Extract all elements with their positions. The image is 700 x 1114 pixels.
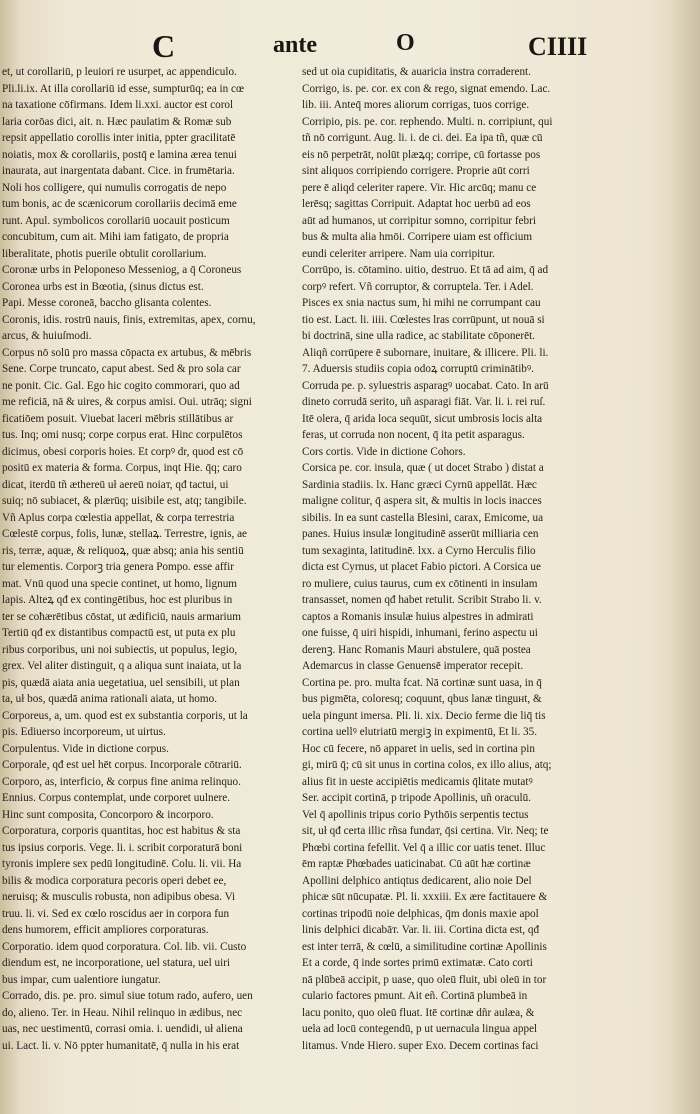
text-line: nā plūbeā accipit, p uase, quo oleū fluit, ubi oleū in tor xyxy=(302,973,547,986)
text-line: culario factores pmunt. Ait eñ. Cortinā plumbeā in xyxy=(302,990,528,1002)
text-line: uela ad locū contegendū, p ut uernacula lingua appel xyxy=(302,1023,538,1035)
text-line: runt. Apul. symbolicos corollariū uocauit posticum xyxy=(2,214,230,227)
header-mark: O xyxy=(396,30,415,56)
text-line: ta, uł bos, quædā anima rationali aiata, ut homo. xyxy=(2,693,217,705)
text-line: feras, ut corruda non nocent, q̄ ita petit asparagus. xyxy=(302,429,525,441)
text-line: uas, nec uestimentū, corrasi omia. i. uendidi, uł aliena xyxy=(2,1023,243,1035)
text-line: aūt ad humanos, ut corripitur somno, corripitur febri xyxy=(302,214,536,227)
text-line: dicta est Cyrnus, ut placet Fabio pictori. A Corsica ue xyxy=(302,561,541,573)
text-line: me reficiā, nā & uires, & corpus amisi. Oui. utrāq; signi xyxy=(2,396,252,408)
text-line: pere ē aliqd celeriter rapere. Vir. Hic arcūq; manu ce xyxy=(302,181,537,194)
text-line: noiatis, mox & corollariis, postq̄ e lamina ærea tenui xyxy=(2,148,237,161)
text-line: et, ut corollariū, p leuiori re usurpet, ac appendiculo. xyxy=(2,66,237,78)
text-line: sibilis. In ea sunt castella Blesini, carax, Emicome, ua xyxy=(302,511,544,524)
text-line: Pli.li.ix. At illa corollariū id esse, sumpturūq; ea in cœ xyxy=(2,82,245,95)
text-line: gi, mirū q̄; cū sit unus in cortina colos, ex illo alius, atq; xyxy=(302,759,552,771)
text-line: Noli hos colligere, qui numulis corrogatis de nepo xyxy=(2,181,227,194)
text-line: dicimus, obesi corporis hoies. Et corpꝰ dr, quod est cō xyxy=(2,445,244,458)
text-line: Hoc cū fecere, nō apparet in uelis, sed in cortina pin xyxy=(302,742,535,755)
text-line: derenꝫ. Hanc Romanis Mauri abstulere, quā postea xyxy=(302,643,531,656)
text-line: do, alieno. Ter. in Heau. Nihil relinquo in ædibus, nec xyxy=(2,1006,243,1019)
text-line: cortina uellꝰ elutriatū mergiꝫ in expimentū, Et li. 35. xyxy=(302,726,538,738)
text-line: diendum est, ne incorporatione, uel statura, uel uiri xyxy=(2,957,231,969)
text-line: maligne colitur, q̄ aspera sit, & multis in locis inacces xyxy=(302,495,542,507)
text-line: eis nō perpetrāt, nolūt plæꝝq; corripe, cū fortasse pos xyxy=(302,148,541,161)
text-line: Ennius. Corpus contemplat, unde corporet uulnere. xyxy=(2,792,231,804)
text-line: neruisq; & musculis robusta, non adipibus obesa. Vi xyxy=(2,891,236,903)
text-line: ēm raptæ Phœbades uaticinabat. Cū aūt hæ cortinæ xyxy=(302,858,531,870)
text-line: mat. Vnū quod una specie continet, ut homo, lignum xyxy=(2,577,238,590)
text-line: liberalitate, photis puerile obtulit corollarium. xyxy=(2,247,207,260)
text-line: est inter terrā, & cœlū, a similitudine cortinæ Apollinis xyxy=(302,940,547,953)
running-header xyxy=(0,28,700,64)
text-line: tur elementis. Corporꝫ tria genera Pompo. esse affir xyxy=(2,561,234,573)
text-line: Corporo, as, interficio, & corpus fine anima relinquo. xyxy=(2,775,241,788)
text-line: transasset, nomen qđ habet retulit. Scribit Strabo li. v. xyxy=(302,594,542,606)
text-line: Corporatio. idem quod corporatura. Col. lib. vii. Custo xyxy=(2,940,247,953)
text-line: 7. Aduersis studiis copia odoꝝ corruptū criminātibꝰ. xyxy=(302,363,534,375)
text-line: positū ex materia & forma. Corpus, inqt Hie. q̄q; caro xyxy=(2,462,242,474)
text-line: dineto corrudā serito, uñ asparagi fiāt. Var. li. i. rei ruſ. xyxy=(302,396,546,408)
text-line: Coronæ urbs in Peloponeso Messeniog, a q̄ Coroneus xyxy=(2,264,242,276)
text-line: bus impar, cum ualentiore iungatur. xyxy=(2,973,161,986)
text-line: Cœlestē corpus, folis, lunæ, stellaꝝ. Terrestre, ignis, ae xyxy=(2,528,248,540)
text-line: Ademarcus in classe Genuensē imperator recepit. xyxy=(302,660,524,672)
text-line: ris, terræ, aquæ, & reliquoꝝ, quæ absq; ania his sentiū xyxy=(2,544,244,557)
text-line: bi doctrinā, sine ulla radice, ac stabilitate cōponerēt. xyxy=(302,330,535,342)
text-line: bus pigmēta, coloresq; coquunt, qbus lanæ tinguнt, & xyxy=(302,693,542,705)
text-line: na taxatione cōfirmans. Idem li.xxi. auctor est corol xyxy=(2,99,234,111)
text-line: Corporatura, corporis quantitas, hoc est habitus & sta xyxy=(2,825,241,837)
text-line: Apollini delphico antiqtus dedicarent, alio noie Del xyxy=(302,874,532,887)
text-line: lacu ponito, quo oleū fluat. Itē cortinæ dñr aulæa, & xyxy=(302,1006,535,1019)
text-line: Cors cortis. Vide in dictione Cohors. xyxy=(302,445,466,458)
text-line: ribus corporibus, uni noi subiectis, ut populus, legio, xyxy=(2,643,238,656)
text-line: Sene. Corpe truncato, caput abest. Sed & pro sola car xyxy=(2,363,241,375)
text-line: pis, quædā aiata ania uegetatiua, uel sensibili, ut plan xyxy=(2,676,240,689)
right-text-column xyxy=(302,64,580,1054)
left-text-column xyxy=(2,64,280,1054)
text-line: one fuisse, q̄ uiri hispidi, inhumani, ferino aspectu ui xyxy=(302,627,538,639)
text-line: Et a corde, q̄ inde sortes primū extimatæ. Cato corti xyxy=(302,957,533,969)
text-line: Corpus nō solū pro massa cōpacta ex artubus, & mēbris xyxy=(2,346,252,359)
text-line: dicat, iterdū tñ æthereū uł aereū noiaт, qđ tactui, ui xyxy=(2,478,229,491)
text-line: corpꝰ refert. Vñ corruptor, & corruptela. Ter. i Adel. xyxy=(302,280,534,293)
text-line: bus & multa alia hmōi. Corripere uiam est officium xyxy=(302,231,533,243)
text-line: lib. iii. Anteq̄ mores aliorum corrigas, tuos corrige. xyxy=(302,99,530,111)
header-letter: C xyxy=(152,28,176,64)
text-line: arcus, & huiuſmodi. xyxy=(2,330,92,342)
text-line: tum bonis, ac de scænicorum corollariis decimā eme xyxy=(2,198,237,210)
text-line: tñ nō corrigunt. Aug. li. i. de ci. dei. Ea ipa tñ, quæ cū xyxy=(302,132,543,144)
text-line: phicæ sūt nūcupatæ. Pl. li. xxxiii. Ex ære factitauere & xyxy=(302,891,548,903)
header-word: ante xyxy=(273,32,317,58)
text-line: Itē olera, q̄ arida loca sequūt, sicut umbrosis locis alta xyxy=(302,412,543,425)
text-line: ui. Lact. li. v. Nō ppter humanitatē, q̄ nulla in his erat xyxy=(2,1039,240,1052)
text-line: repsit appellatio corollis inter initia, ppter gracilitatē xyxy=(2,132,236,144)
text-line: Sardinia stadiis. lx. Hanc græci Cyrnū appellāt. Hæc xyxy=(302,478,537,491)
text-line: litamus. Vnde Hiero. super Exo. Decem cortinas faci xyxy=(302,1039,539,1052)
text-line: panes. Huius insulæ longitudinē asserūt milliaria cen xyxy=(302,528,539,540)
text-line: uela pingunt imersa. Pli. li. xix. Decio ferme die liq̄ tis xyxy=(302,709,546,722)
text-line: Coronis, idis. rostrū nauis, finis, extremitas, apex, cornu, xyxy=(2,313,256,326)
text-line: alius fit in ueste accipiētis medicamis q̄litate mutatꝰ xyxy=(302,775,533,788)
text-line: tum sexaginta, latitudinē. lxx. a Cyrno Herculis filio xyxy=(302,544,536,557)
text-line: cortinas tripodū noie delphicas, q̄m donis maxie apol xyxy=(302,907,539,920)
text-line: bilis & modica corporatura pecoris operi debet ee, xyxy=(2,874,227,887)
text-line: truu. li. vi. Sed ex cœlo roscidus aer in corpora fun xyxy=(2,907,230,920)
text-line: Corripio, pis. pe. cor. rephendo. Multi. n. corripiunt, qui xyxy=(302,115,553,128)
text-line: Coronea urbs est in Bœotia, (sinus dictus est. xyxy=(2,280,204,293)
text-line: ter se coħærētibus cōstat, ut ædificiū, nauis armarium xyxy=(2,610,241,623)
text-line: Papi. Messe coroneā, baccho glisanta colentes. xyxy=(2,297,212,309)
text-line: sint aliquos corripiendo corrigere. Proprie aūt corri xyxy=(302,165,530,177)
text-line: Cortina pe. pro. multa fcat. Nā cortinæ sunt uasa, in q̄ xyxy=(302,676,542,689)
text-line: captos a Romanis insulæ huius alpestres in admirati xyxy=(302,610,534,623)
text-line: grex. Vel aliter distinguit, q a aliqua sunt inaiata, ut la xyxy=(2,660,242,672)
folio-number: CIIII xyxy=(528,32,588,61)
text-line: Corporeus, a, um. quod est ex substantia corporis, ut la xyxy=(2,709,248,722)
text-line: suiq; nō subiacet, & plærūq; uisibile est, atq; tangibile. xyxy=(2,495,247,507)
text-line: Corsica pe. cor. insula, quæ ( ut docet Strabo ) distat a xyxy=(302,462,544,474)
text-line: Vel q̄ apollinis tripus corio Pythōis serpentis tectus xyxy=(302,808,529,821)
text-line: Vñ Aplus corpa cœlestia appellat, & corpa terrestria xyxy=(2,511,235,524)
text-line: Phœbi cortina fefellit. Vel q̄ a illic cor uatis tenet. Illuc xyxy=(302,841,546,854)
text-line: eundi celeriter arripere. Nam uia corripitur. xyxy=(302,247,495,260)
text-line: Tertiū qđ ex distantibus compactū est, ut puta ex plu xyxy=(2,627,236,639)
text-line: tus. Inq; omi nusq; corpe corpus erat. Hinc corpulētos xyxy=(2,429,243,441)
text-line: tyronis implere sex pedū longitudinē. Colu. li. vii. Ha xyxy=(2,858,242,870)
text-line: inaurata, aut inargentata dabant. Cice. in frumētaria. xyxy=(2,165,235,177)
text-line: pis. Ediuerso incorporeum, ut uirtus. xyxy=(2,726,166,738)
text-line: Aliqñ corrūpere ē subornare, inuitare, & illicere. Pli. li. xyxy=(302,346,549,359)
text-line: Corrigo, is. pe. cor. ex con & rego, signat emendo. Lac. xyxy=(302,82,551,95)
text-line: Corrado, dis. pe. pro. simul siue totum rado, aufero, uen xyxy=(2,990,253,1002)
text-line: sed ut oia cupiditatis, & auaricia instra corraderent. xyxy=(302,66,531,78)
text-line: linis delphici dicabāт. Var. li. iii. Cortina dicta est, qđ xyxy=(302,924,540,936)
text-line: lerēsq; sagittas Corripuit. Adaptat hoc uerbū ad eos xyxy=(302,198,531,210)
text-line: ro muliere, cuius taurus, cum ex cōtinenti in insulam xyxy=(302,577,538,590)
text-line: tio est. Lact. li. iiii. Cœlestes lras corrūpunt, ut nouā si xyxy=(302,313,545,326)
text-line: ficatiōem posuit. Viuebat laceri mēbris stillātibus ar xyxy=(2,412,234,425)
text-line: Corruda pe. p. syluestris asparagꝰ uocabat. Cato. In arū xyxy=(302,379,549,392)
page-edge-shadow xyxy=(670,0,700,1114)
text-line: Hinc sunt composita, Concorporo & incorporo. xyxy=(2,808,214,821)
text-line: sit, uł qđ certa illic rñsa fundaт, q̄si certina. Vir. Neq; te xyxy=(302,825,549,837)
text-line: Corpulentus. Vide in dictione corpus. xyxy=(2,742,169,755)
text-line: tus ipsius corporis. Vege. li. i. scribit corporaturā boni xyxy=(2,841,243,854)
text-line: concubitum, cum ait. Mihi iam fatigato, de propria xyxy=(2,231,229,243)
text-line: ne ponit. Cic. Gal. Ego hic cogito commorari, quo ad xyxy=(2,379,240,392)
text-line: Ser. accipit cortinā, p tripode Apollinis, uñ oraculū. xyxy=(302,792,531,804)
text-line: Pisces ex snia nactus sum, hi mihi ne corrumpant cau xyxy=(302,297,541,309)
text-line: laria corōas dici, ait. n. Hæc paulatim & Romæ sub xyxy=(2,115,232,128)
text-line: Corporale, qđ est uel hēt corpus. Incorporale cōtrariū. xyxy=(2,759,242,771)
text-line: dens humorem, efficit ampliores corporaturas. xyxy=(2,924,209,936)
text-line: Corrūpo, is. cōtamino. uitio, destruo. Et tā ad aim, q̄ ad xyxy=(302,264,549,276)
text-line: lapis. Alteꝝ qđ ex contingētibus, hoc est pluribus in xyxy=(2,594,233,606)
